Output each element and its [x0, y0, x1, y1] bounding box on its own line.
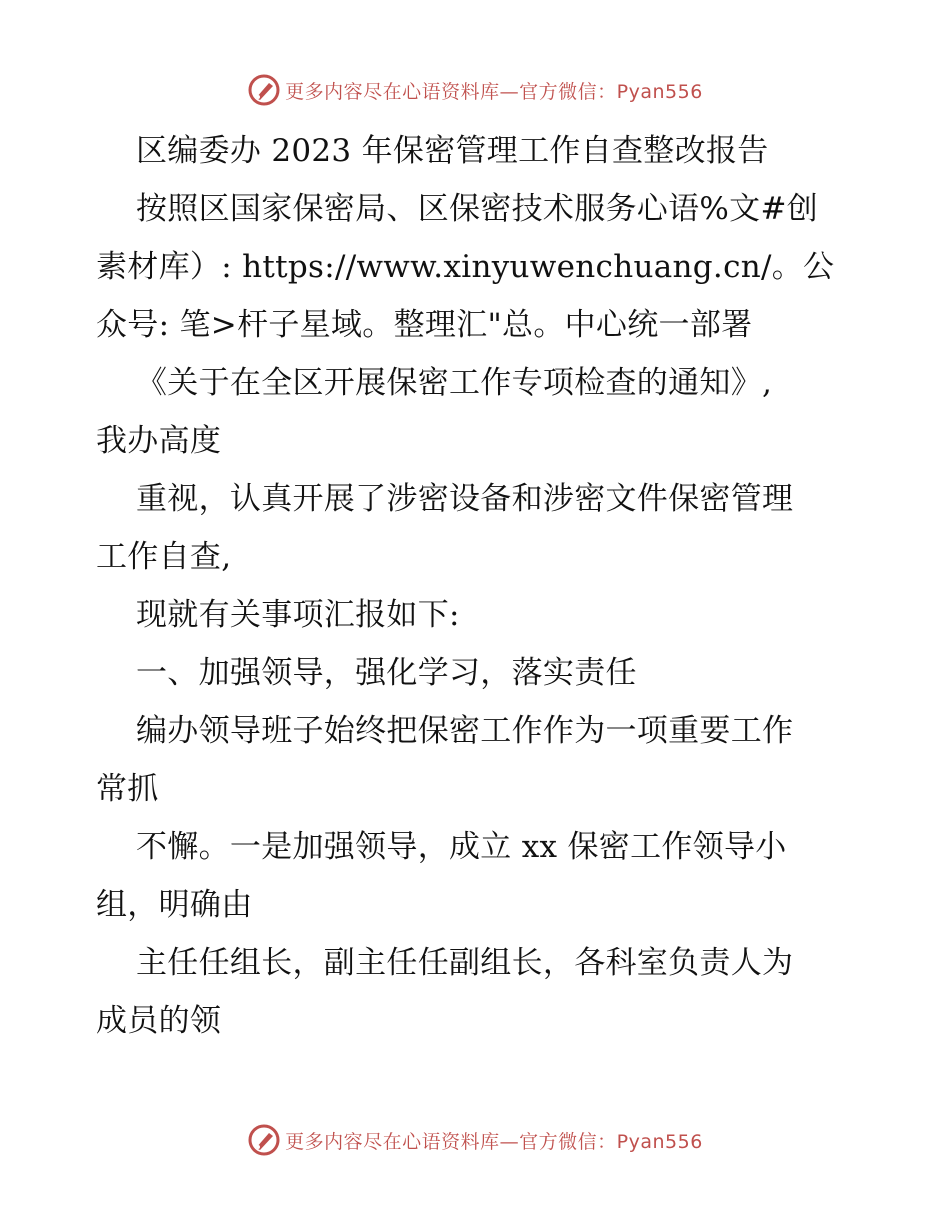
- paragraph-line: 众号: 笔>杆子星域。整理汇"总。中心统一部署: [96, 307, 753, 343]
- pen-logo-icon: [247, 73, 281, 107]
- paragraph-line: 重视，认真开展了涉密设备和涉密文件保密管理: [136, 481, 794, 517]
- document-title: 区编委办 2023 年保密管理工作自查整改报告: [136, 133, 769, 169]
- paragraph-line: 编办领导班子始终把保密工作作为一项重要工作: [136, 713, 794, 749]
- paragraph-line: 不懈。一是加强领导，成立 xx 保密工作领导小: [136, 829, 787, 865]
- paragraph-line: 现就有关事项汇报如下:: [136, 597, 460, 633]
- watermark-text: 更多内容尽在心语资料库—官方微信：Pyan556: [285, 80, 703, 103]
- document-body: [96, 122, 856, 1050]
- paragraph-line: 我办高度: [96, 423, 222, 459]
- paragraph-line: 素材库）: https://www.xinyuwenchuang.cn/。公: [96, 249, 835, 285]
- watermark-text: 更多内容尽在心语资料库—官方微信：Pyan556: [285, 1130, 703, 1153]
- header-watermark: [0, 70, 950, 110]
- paragraph-line: 组，明确由: [96, 887, 253, 923]
- paragraph-line: 主任任组长，副主任任副组长，各科室负责人为: [136, 945, 794, 981]
- pen-logo-icon: [247, 1123, 281, 1157]
- footer-watermark: [0, 1120, 950, 1160]
- paragraph-line: 常抓: [96, 771, 159, 807]
- paragraph-line: 《关于在全区开展保密工作专项检查的通知》,: [136, 365, 773, 401]
- paragraph-line: 按照区国家保密局、区保密技术服务心语%文#创: [136, 191, 819, 227]
- paragraph-line: 成员的领: [96, 1003, 222, 1039]
- section-heading: 一、加强领导，强化学习，落实责任: [136, 655, 637, 691]
- paragraph-line: 工作自查,: [96, 539, 232, 575]
